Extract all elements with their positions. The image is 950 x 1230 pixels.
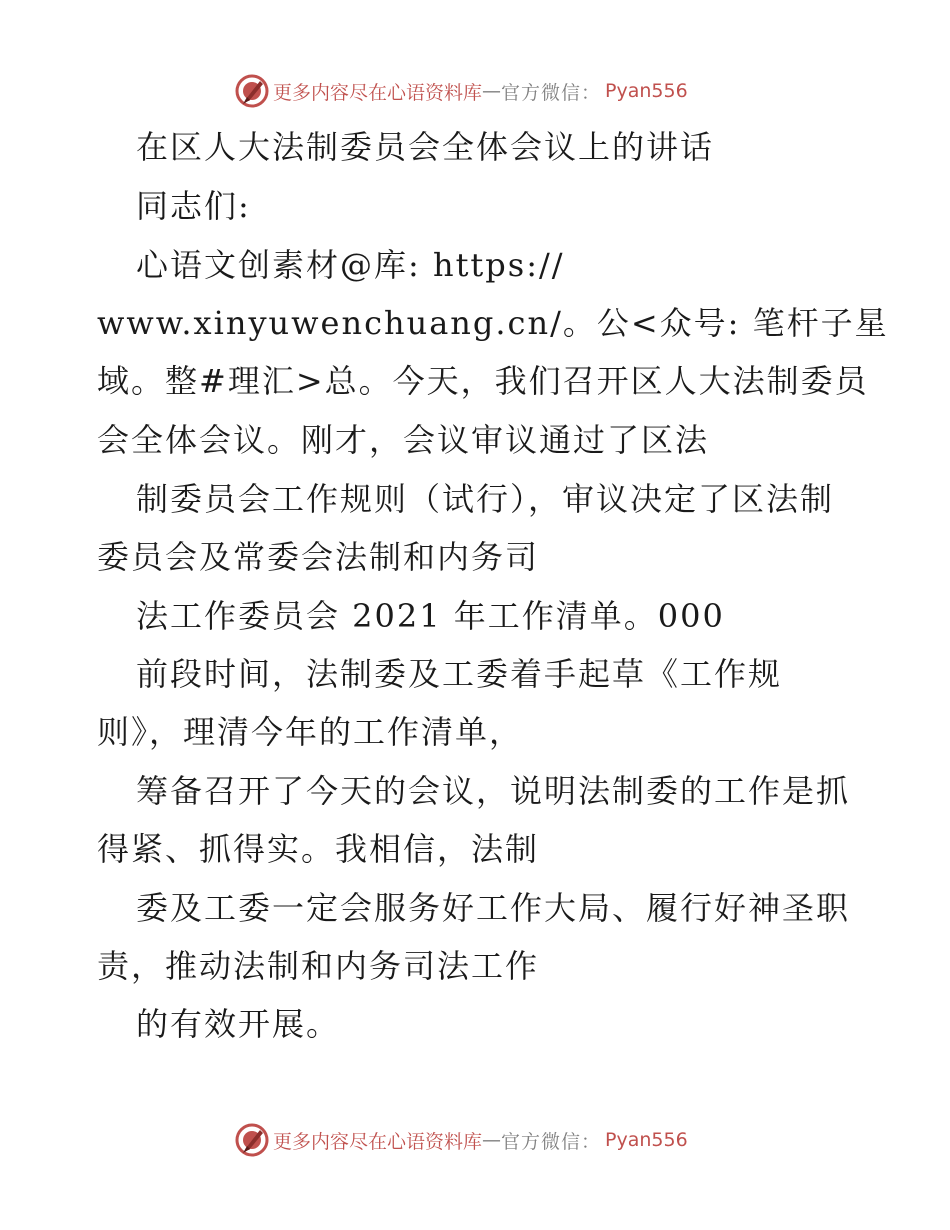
paragraph-line: 制委员会工作规则（试行），审议决定了区法制 — [136, 480, 835, 518]
watermark-main-text: 更多内容尽在心语资料库 — [273, 81, 483, 104]
watermark-main-text: 更多内容尽在心语资料库 — [273, 1130, 483, 1153]
paragraph-line: 心语文创素材@库: https:// — [136, 246, 565, 284]
paragraph-line: 前段时间，法制委及工委着手起草《工作规 — [136, 655, 783, 693]
salutation: 同志们: — [136, 187, 251, 225]
footer-watermark — [234, 1120, 734, 1160]
paragraph-line: 筹备召开了今天的会议，说明法制委的工作是抓 — [136, 772, 851, 810]
pen-circle-logo-icon — [234, 1122, 270, 1158]
paragraph-line: 责，推动法制和内务司法工作 — [97, 947, 540, 985]
paragraph-line: 得紧、抓得实。我相信，法制 — [97, 830, 540, 868]
watermark-handle: Pyan556 — [605, 80, 688, 102]
document-title: 在区人大法制委员会全体会议上的讲话 — [136, 128, 715, 166]
paragraph-line: www.xinyuwenchuang.cn/。公<众号: 笔杆子星 — [97, 304, 889, 342]
paragraph-line: 委员会及常委会法制和内务司 — [97, 538, 540, 576]
watermark-dash: — — [482, 1129, 502, 1151]
paragraph-line: 的有效开展。 — [136, 1005, 341, 1043]
watermark-dash: — — [482, 80, 502, 102]
paragraph-line: 会全体会议。刚才，会议审议通过了区法 — [97, 421, 710, 459]
watermark-handle: Pyan556 — [605, 1129, 688, 1151]
paragraph-line: 域。整#理汇>总。今天，我们召开区人大法制委员 — [97, 362, 869, 400]
watermark-sub-text: 官方微信： — [501, 1130, 602, 1153]
header-watermark — [234, 71, 734, 111]
paragraph-line: 法工作委员会 2021 年工作清单。000 — [136, 597, 725, 635]
pen-circle-logo-icon — [234, 73, 270, 109]
paragraph-line: 委及工委一定会服务好工作大局、履行好神圣职 — [136, 889, 851, 927]
paragraph-line: 则》，理清今年的工作清单， — [97, 713, 524, 751]
watermark-sub-text: 官方微信： — [501, 81, 602, 104]
